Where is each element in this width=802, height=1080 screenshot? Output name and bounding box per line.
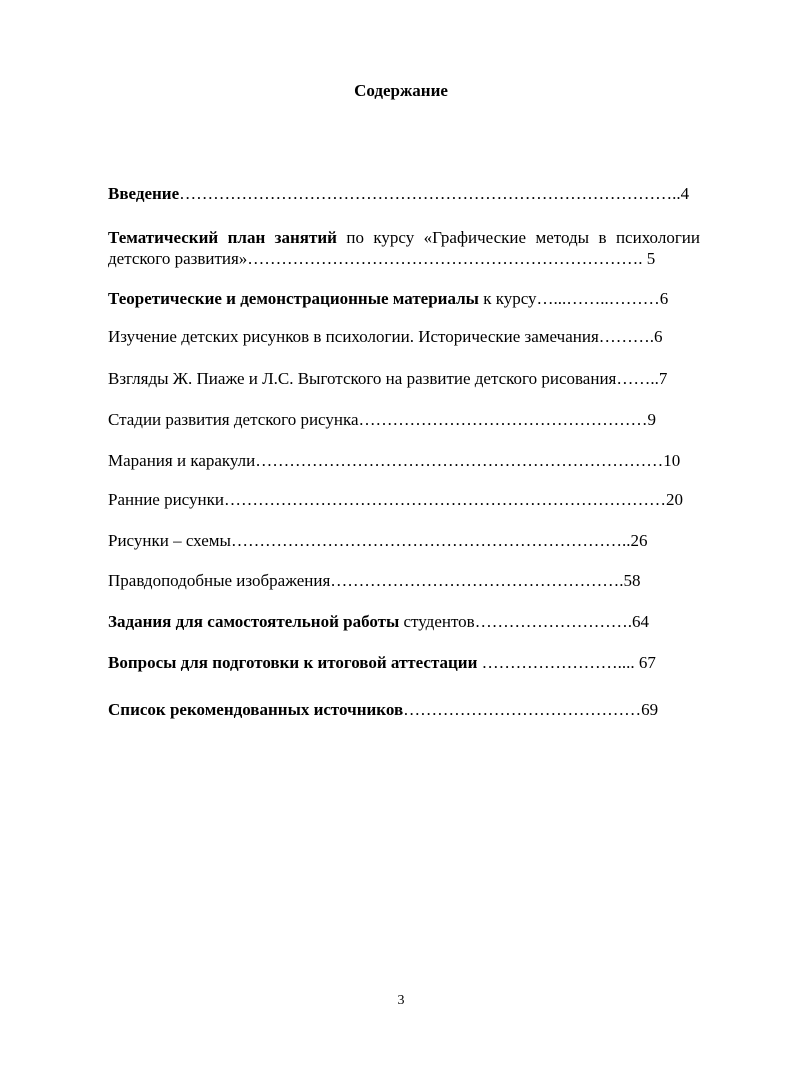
- toc-entry-text: Марания и каракули………………………………………………………………10: [108, 451, 681, 470]
- toc-entry-bold: Теоретические и демонстрационные материалы: [108, 289, 479, 308]
- toc-entry-piaget-vygotsky[interactable]: [108, 369, 667, 389]
- toc-entry-text: по курсу «Графические методы в психологии: [336, 228, 700, 247]
- toc-entry-theory[interactable]: [108, 289, 668, 309]
- toc-entry-schemes[interactable]: [108, 531, 647, 551]
- toc-entry-bold: Вопросы для подготовки к итоговой аттестации: [108, 653, 478, 672]
- toc-entry-bold: Тематический план занятий: [108, 228, 337, 247]
- toc-entry-stages[interactable]: [108, 410, 656, 430]
- toc-entry-text: Рисунки – схемы……………………………………………………………..26: [108, 531, 648, 550]
- toc-entry-text: ……………………………………69: [403, 700, 659, 719]
- toc-entry-introduction[interactable]: [108, 184, 689, 204]
- page-title: Содержание: [354, 81, 448, 100]
- toc-entry-text: студентов……………………….64: [399, 612, 649, 631]
- toc-entry-references[interactable]: [108, 700, 658, 720]
- toc-entry-early-drawings[interactable]: [108, 490, 683, 510]
- toc-entry-thematic-plan[interactable]: [108, 227, 700, 269]
- toc-entry-text: Правдоподобные изображения…………………………………………….58: [108, 571, 641, 590]
- toc-entry-text: Ранние рисунки……………………………………………………………………20: [108, 490, 683, 509]
- toc-entry-line2: детского развития»……………………………………………………………. 5: [108, 249, 656, 268]
- toc-entry-history[interactable]: [108, 327, 663, 347]
- toc-entry-scribbles[interactable]: [108, 451, 680, 471]
- toc-entry-text: …………………….... 67: [477, 653, 656, 672]
- toc-entry-text: к курсу…...……..………6: [478, 289, 669, 308]
- toc-entry-bold: Введение: [108, 184, 180, 203]
- toc-entry-realistic[interactable]: [108, 571, 641, 591]
- toc-entry-questions[interactable]: [108, 653, 656, 673]
- page-number: 3: [397, 993, 405, 1008]
- toc-entry-text: Стадии развития детского рисунка……………………………………………9: [108, 410, 657, 429]
- toc-entry-bold: Задания для самостоятельной работы: [108, 612, 400, 631]
- toc-entry-text: Взгляды Ж. Пиаже и Л.С. Выготского на развитие детского рисования……..7: [108, 369, 668, 388]
- toc-entry-text: Изучение детских рисунков в психологии. Исторические замечания……….6: [108, 327, 663, 346]
- toc-entry-text: ……………………………………………………………………………..4: [179, 184, 690, 203]
- toc-entry-assignments[interactable]: [108, 612, 649, 632]
- toc-entry-bold: Список рекомендованных источников: [108, 700, 404, 719]
- toc-entry-line1: [108, 227, 700, 248]
